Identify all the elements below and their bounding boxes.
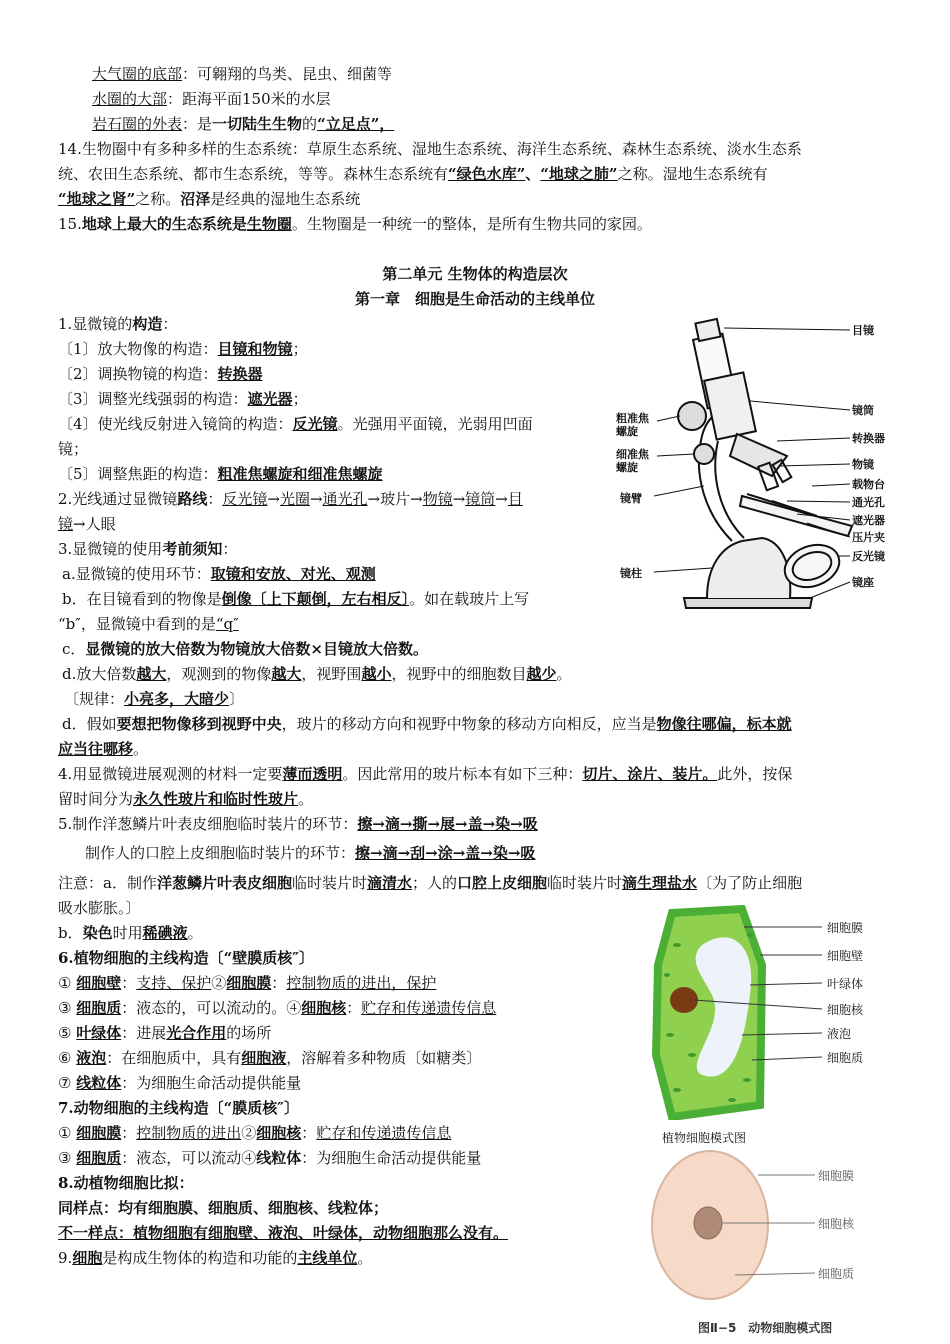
line-04: 14.生物圈中有多种多样的生态系统：草原生态系统、湿地生态系统、海洋生态系统、森林生态系统、淡水生态系 — [58, 140, 802, 158]
label-eyepiece: 目镜 — [852, 324, 874, 337]
line-14: 〔4〕使光线反射进入镜筒的构造：反光镜。光强用平面镜，光弱用凹面 — [58, 415, 533, 433]
line-21: b．在目镜看到的物像是倒像〔上下颠倒，左右相反〕。如在载玻片上写 — [62, 590, 530, 608]
line-47: 9.细胞是构成生物体的构造和功能的主线单位。 — [58, 1249, 373, 1267]
chapter-title: 第一章 细胞是生命活动的主线单位 — [354, 290, 595, 308]
animal-label-nucleus: 细胞核 — [818, 1217, 855, 1231]
line-45: 同样点：均有细胞膜、细胞质、细胞核、线粒体； — [58, 1199, 389, 1217]
line-25: 〔规律：小亮多，大暗少〕 — [64, 690, 245, 708]
unit-title: 第二单元 生物体的构造层次 — [382, 265, 568, 283]
line-31: 制作人的口腔上皮细胞临时装片的环节：擦→滴→刮→涂→盖→染→吸 — [85, 844, 536, 862]
label-aperture: 通光孔 — [852, 496, 885, 509]
label-fine-focus: 细准焦螺旋 — [616, 448, 649, 474]
line-26: d．假如要想把物像移到视野中央，玻片的移动方向和视野中物象的移动方向相反，应当是物像往哪偏，标本就 — [62, 715, 792, 733]
label-mirror: 反光镜 — [852, 550, 885, 563]
line-19: 3.显微镜的使用考前须知： — [58, 540, 238, 558]
label-tube: 镜筒 — [852, 404, 874, 417]
label-nosepiece: 转换器 — [852, 432, 885, 445]
plant-cell-caption: 植物细胞模式图 — [662, 1131, 747, 1145]
line-20: a.显微镜的使用环节：取镜和安放、对光、观测 — [62, 565, 376, 583]
label-stage: 载物台 — [852, 478, 885, 491]
label-diaphragm: 遮光器 — [852, 514, 885, 527]
line-44: 8.动植物细胞比拟： — [58, 1174, 194, 1192]
line-12: 〔2〕调换物镜的构造：转换器 — [58, 365, 263, 383]
line-13: 〔3〕调整光线强弱的构造：遮光器； — [58, 390, 308, 408]
line-37: ③ 细胞质：液态的，可以流动的。④细胞核：贮存和传递遗传信息 — [58, 999, 497, 1017]
plant-label-vacuole: 液泡 — [827, 1027, 852, 1041]
line-02: 水圈的大部：距海平面150米的水层 — [92, 90, 331, 108]
line-39: ⑥ 液泡：在细胞质中，具有细胞液，溶解着多种物质〔如糖类〕 — [58, 1049, 482, 1067]
line-23: c．显微镜的放大倍数为物镜放大倍数×目镜放大倍数。 — [62, 640, 428, 658]
animal-cell-caption: 图Ⅱ−5 动物细胞模式图 — [698, 1321, 833, 1335]
line-35: 6.植物细胞的主线构造〔“壁膜质核″〕 — [58, 949, 314, 967]
line-33: 吸水膨胀。〕 — [58, 899, 141, 917]
line-28: 4.用显微镜进展观测的材料一定要薄而透明。因此常用的玻片标本有如下三种：切片、涂片、装片。此外，按保 — [58, 765, 793, 783]
line-22: “b″，显微镜中看到的是“q″ — [58, 615, 239, 633]
label-objective: 物镜 — [852, 458, 874, 471]
plant-label-wall: 细胞壁 — [827, 949, 864, 963]
plant-label-chloroplast: 叶绿体 — [827, 977, 864, 991]
line-29: 留时间分为永久性玻片和临时性玻片。 — [58, 790, 314, 808]
animal-cell-drawing — [640, 1145, 900, 1305]
label-clips: 压片夹 — [852, 531, 885, 544]
line-41: 7.动物细胞的主线构造〔“膜质核″〕 — [58, 1099, 299, 1117]
line-11: 〔1〕放大物像的构造：目镜和物镜； — [58, 340, 308, 358]
line-36: ① 细胞壁：支持、保护②细胞膜：控制物质的进出，保护 — [58, 974, 437, 992]
animal-label-cytoplasm: 细胞质 — [818, 1267, 855, 1281]
plant-label-nucleus: 细胞核 — [827, 1003, 864, 1017]
line-17: 2.光线通过显微镜路线：反光镜→光圈→通光孔→玻片→物镜→镜筒→目 — [58, 490, 523, 508]
line-07: 15.地球上最大的生态系统是生物圈。生物圈是一种统一的整体，是所有生物共同的家园。 — [58, 215, 652, 233]
line-40: ⑦ 线粒体：为细胞生命活动提供能量 — [58, 1074, 302, 1092]
line-46: 不一样点：植物细胞有细胞壁、液泡、叶绿体，动物细胞那么没有。 — [58, 1224, 509, 1242]
line-38: ⑤ 叶绿体：进展光合作用的场所 — [58, 1024, 272, 1042]
line-27: 应当往哪移。 — [58, 740, 149, 758]
line-32: 注意：a．制作洋葱鳞片叶表皮细胞临时装片时滴清水；人的口腔上皮细胞临时装片时滴生理盐水〔为了防止细胞 — [58, 874, 803, 892]
line-42: ① 细胞膜：控制物质的进出②细胞核：贮存和传递遗传信息 — [58, 1124, 452, 1142]
plant-cell-figure — [632, 905, 902, 1150]
line-18: 镜→人眼 — [58, 515, 116, 533]
plant-label-cytoplasm: 细胞质 — [827, 1051, 864, 1065]
line-06: “地球之肾”之称。沼泽是经典的湿地生态系统 — [58, 190, 361, 208]
line-30: 5.制作洋葱鳞片叶表皮细胞临时装片的环节：擦→滴→撕→展→盖→染→吸 — [58, 815, 538, 833]
line-24: d.放大倍数越大，观测到的物像越大，视野围越小，视野中的细胞数目越少。 — [62, 665, 572, 683]
label-base: 镜座 — [852, 576, 874, 589]
label-arm: 镜臂 — [620, 492, 642, 505]
plant-label-membrane: 细胞膜 — [827, 921, 864, 935]
line-43: ③ 细胞质：液态，可以流动④线粒体：为细胞生命活动提供能量 — [58, 1149, 482, 1167]
line-34: b．染色时用稀碘液。 — [58, 924, 203, 942]
line-03: 岩石圈的外表：是一切陆生生物的“立足点”， — [92, 115, 395, 133]
label-coarse-focus: 粗准焦螺旋 — [616, 412, 649, 438]
microscope-figure — [612, 316, 902, 616]
line-16: 〔5〕调整焦距的构造：粗准焦螺旋和细准焦螺旋 — [58, 465, 383, 483]
label-pillar: 镜柱 — [620, 567, 642, 580]
line-01: 大气圈的底部：可翱翔的鸟类、昆虫、细菌等 — [92, 65, 393, 83]
line-15: 镜； — [58, 440, 89, 458]
animal-cell-figure — [640, 1145, 900, 1335]
animal-label-membrane: 细胞膜 — [818, 1169, 855, 1183]
line-05: 统、农田生态系统、都市生态系统，等等。森林生态系统有“绿色水库”、“地球之肺”之称。湿地生态系统有 — [58, 165, 768, 183]
line-10: 1.显微镜的构造： — [58, 315, 178, 333]
